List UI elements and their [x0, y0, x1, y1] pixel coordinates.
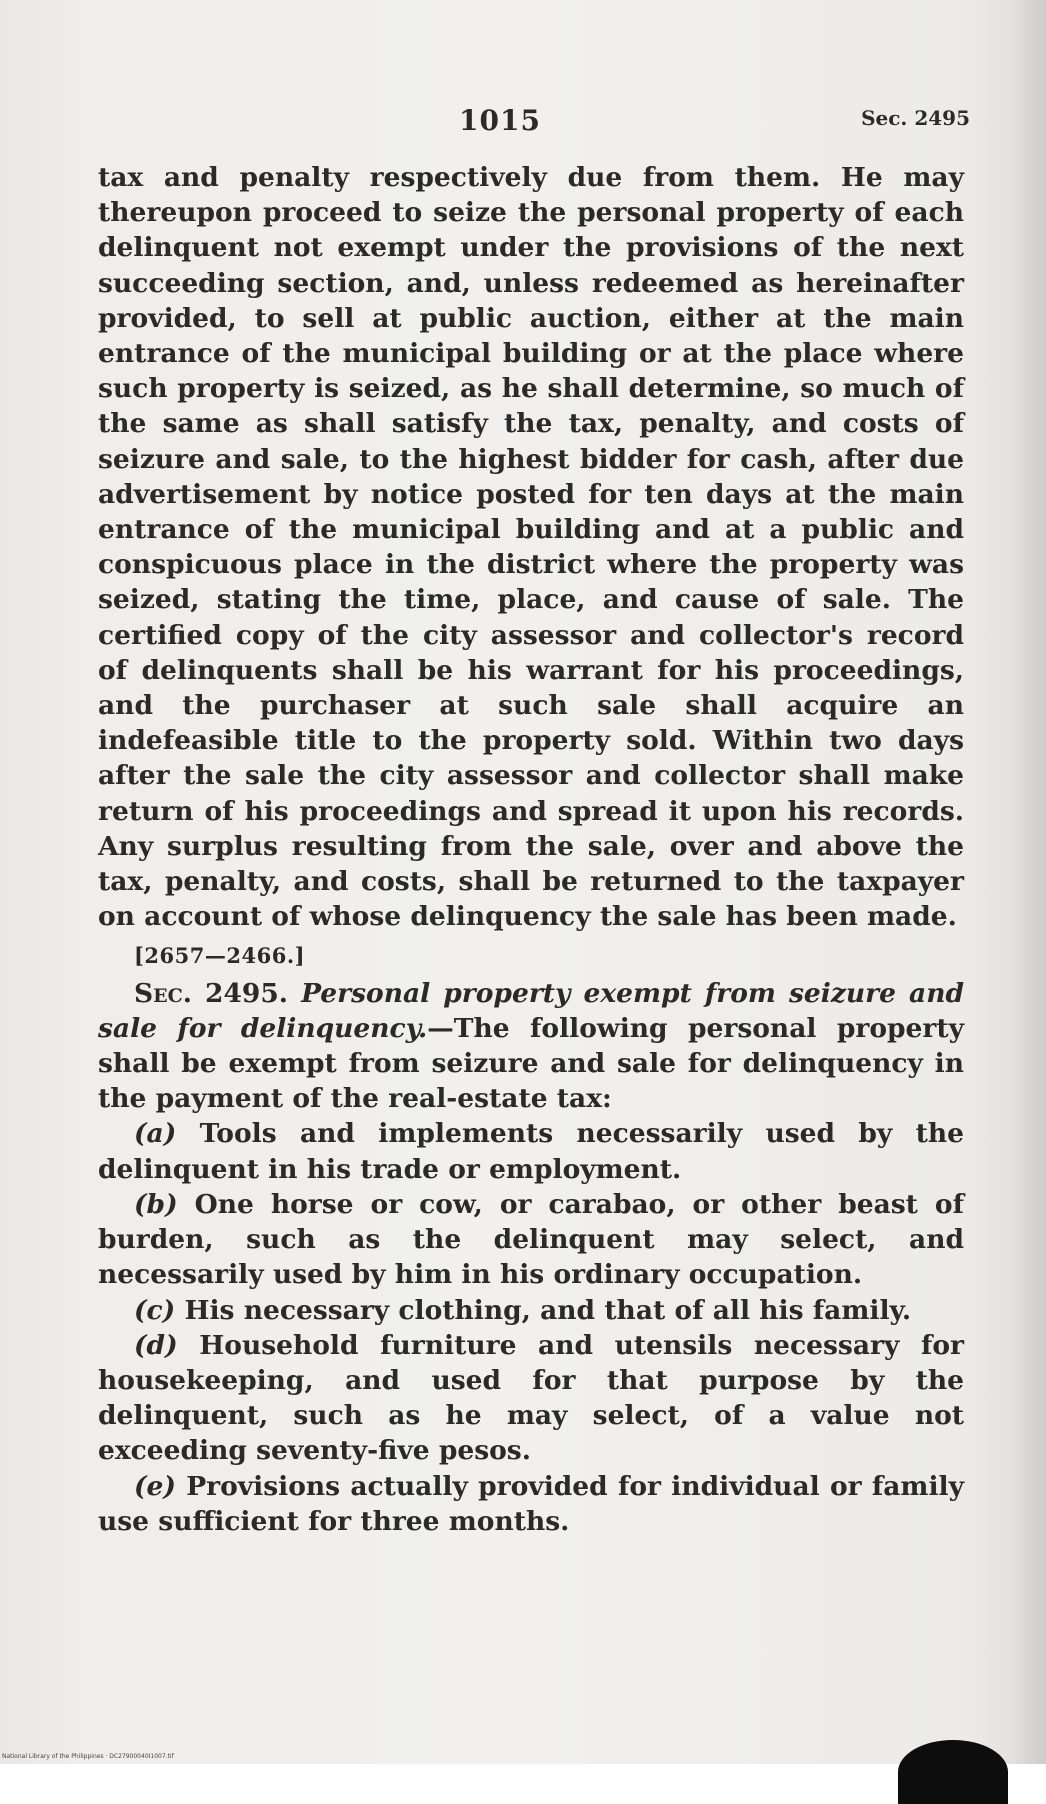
- item-letter: (d): [134, 1329, 178, 1361]
- continued-paragraph: tax and penalty respectively due from them. He may thereupon proceed to seize the personal property of each delinquent not exempt under the provisions of the next succeeding section, and, unless redeemed as hereinafter provided, to sell at public auction, either at the main entrance of the municipal building or at the place where such property is seized, as he shall determine, so much of the same as shall satisfy the tax, penalty, and costs of seizure and sale, to the highest bidder for cash, after due advertisement by notice posted for ten days at the main entrance of the municipal building and at a public and conspicuous place in the district where the property was seized, stating the time, place, and cause of sale. The certified copy of the city assessor and collector's record of delinquents shall be his warrant for his proceedings, and the purchaser at such sale shall acquire an indefeasible title to the property sold. Within two days after the sale the city assessor and collector shall make return of his proceedings and spread it upon his records. Any surplus resulting from the sale, over and above the tax, penalty, and costs, shall be returned to the taxpayer on account of whose delinquency the sale has been made.: [98, 162, 964, 933]
- section-label: Sec. 2495.: [134, 977, 289, 1009]
- item-text: Household furniture and utensils necessary for housekeeping, and used for that purpose by the delinquent, such as he may select, of a value not exceeding seventy-five pesos.: [98, 1329, 964, 1467]
- section-title: Personal property exempt from seizure and sale for delinquency.: [98, 977, 964, 1044]
- item-text: One horse or cow, or carabao, or other beast of burden, such as the delinquent may select, and necessarily used by him in his ordinary occupation.: [98, 1188, 964, 1291]
- item-text: Tools and implements necessarily used by the delinquent in his trade or employment.: [98, 1118, 964, 1185]
- archive-stamp: National Library of the Philippines · DC27900040I1007.tif: [2, 1753, 174, 1760]
- scanner-thumb-shadow: [898, 1740, 1008, 1804]
- item-letter: (c): [134, 1294, 176, 1326]
- list-item: [98, 1293, 964, 1328]
- list-item: [98, 1116, 964, 1186]
- item-letter: (e): [134, 1470, 176, 1502]
- section-intro: —The following personal property shall be exempt from seizure and sale for delinquency in the payment of the real-estate tax:: [98, 1012, 964, 1115]
- item-text: His necessary clothing, and that of all his family.: [184, 1294, 912, 1326]
- list-item: [98, 1187, 964, 1293]
- section-heading-paragraph: [98, 976, 964, 1117]
- page-body: [98, 160, 964, 1539]
- item-text: Provisions actually provided for individual or family use sufficient for three months.: [98, 1470, 965, 1537]
- page-number: 1015: [459, 104, 541, 137]
- page-edge-shadow: [1010, 0, 1046, 1764]
- list-item: [98, 1328, 964, 1469]
- running-section-reference: Sec. 2495: [861, 106, 970, 130]
- list-item: [98, 1469, 964, 1539]
- citation: [2657—2466.]: [134, 943, 306, 969]
- item-letter: (b): [134, 1188, 178, 1220]
- item-letter: (a): [134, 1118, 177, 1150]
